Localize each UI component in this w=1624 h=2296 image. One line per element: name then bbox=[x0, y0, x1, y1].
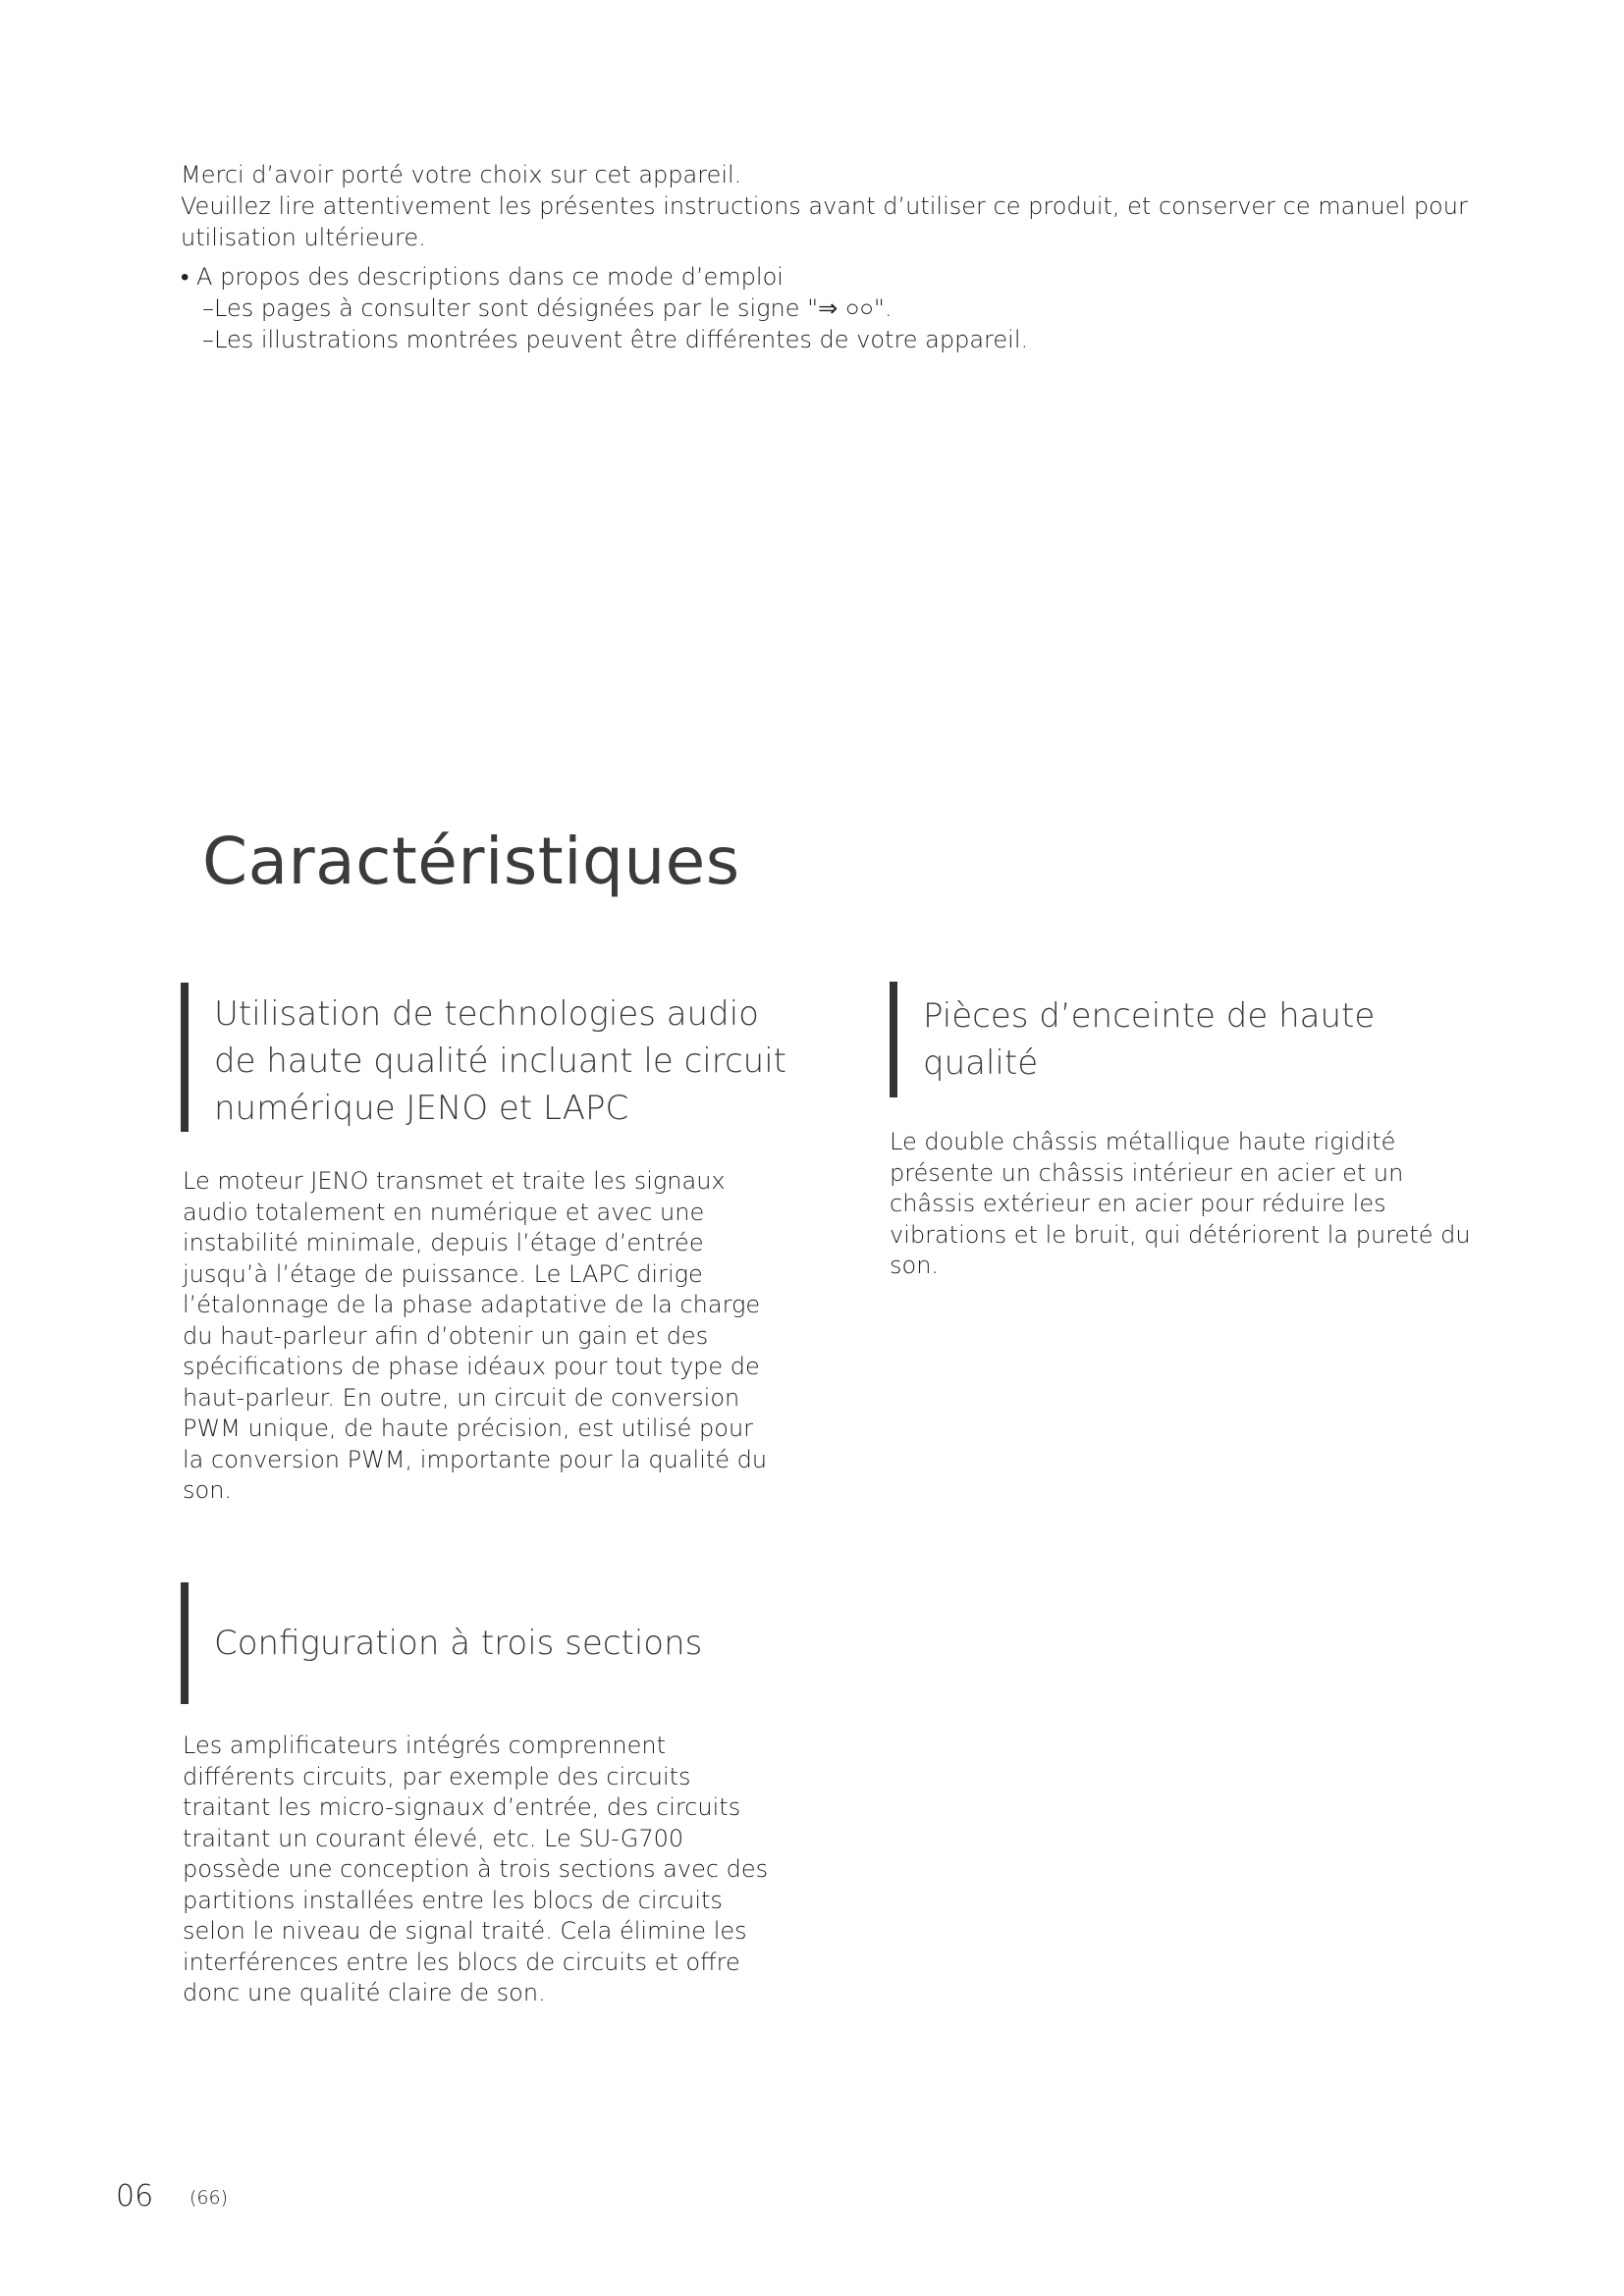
section-text-three-sections: Les amplificateurs intégrés comprennent différents circuits, par exemple des circuits traitant les micro-signaux d’entrée, des circuits traitant un courant élevé, etc. Le SU-G700 possède une conception à trois sections avec des partitions installées entre les blocs de circuits selon le niveau de signal traité. Cela élimine les interférences entre les blocs de circuits et offre donc une qualité claire de son. bbox=[183, 1732, 769, 2006]
intro-sub-pages: –Les pages à consulter sont désignées par le signe "⇒ ○○". bbox=[202, 294, 893, 322]
section-text-jeno-lapc: Le moteur JENO transmet et traite les signaux audio totalement en numérique et avec une instabilité minimale, depuis l’étage d’entrée jusqu’à l’étage de puissance. Le LAPC dirige l’étalonnage de la phase adaptative de la charge du haut-parleur afin d’obtenir un gain et des spécifications de phase idéaux pour tout type de haut-parleur. En outre, un circuit de conversion PWM unique, de haute précision, est utilisé pour la conversion PWM, importante pour la qualité du son. bbox=[183, 1167, 768, 1504]
intro-thanks: Merci d’avoir porté votre choix sur cet appareil. bbox=[181, 161, 742, 188]
page-number: 06 bbox=[116, 2179, 154, 2214]
section-heading-text: Utilisation de technologies audio de haute qualité incluant le circuit numérique JENO et LAPC bbox=[214, 994, 786, 1128]
section-heading-speaker-parts bbox=[890, 982, 1498, 1097]
page-reference: (66) bbox=[189, 2187, 229, 2209]
page-title: Caractéristiques bbox=[202, 824, 740, 899]
intro-block bbox=[181, 159, 1477, 355]
intro-instructions: Veuillez lire attentivement les présentes instructions avant d’utiliser ce produit, et conserver ce manuel pour utilisation ultérieure. bbox=[181, 192, 1468, 251]
section-heading-text: Configuration à trois sections bbox=[214, 1624, 703, 1663]
intro-bullet: • A propos des descriptions dans ce mode d’emploi bbox=[181, 263, 784, 291]
section-text-speaker-parts: Le double châssis métallique haute rigidité présente un châssis intérieur en acier et un châssis extérieur en acier pour réduire les vibrations et le bruit, qui détériorent la pureté du son. bbox=[890, 1128, 1471, 1279]
section-heading-jeno-lapc bbox=[181, 983, 789, 1132]
section-heading-text: Pièces d’enceinte de haute qualité bbox=[923, 996, 1376, 1083]
intro-sub-illustrations: –Les illustrations montrées peuvent être différentes de votre appareil. bbox=[202, 326, 1029, 353]
section-heading-three-sections bbox=[181, 1582, 789, 1704]
